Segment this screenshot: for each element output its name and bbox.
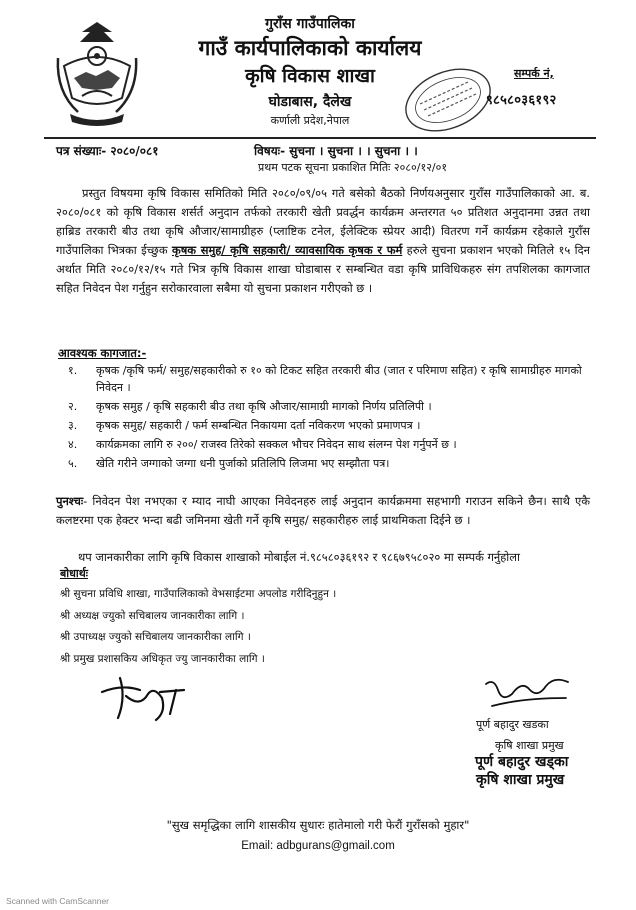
item-text: कृषक समुह / कृषि सहकारी बीउ तथा कृषि औजार/सामाग्री मागको निर्णय प्रतिलिपी ।	[96, 400, 432, 413]
item-number: ५.	[68, 457, 78, 470]
note-text: - निवेदन पेश नभएका र म्याद नाघी आएका निवेदनहरु लाई अनुदान कार्यक्रममा सहभागी गराउन सकिने छैन। साथै एकै कलष्टरमा एक हेक्टर भन्दा बढी जमिनमा खेती गर्ने कृषि समुह/ सहकारीहरु लाई प्राथमिकता दिईने छ ।	[56, 494, 590, 527]
signature-right	[482, 668, 574, 712]
list-item	[58, 362, 588, 396]
contact-paragraph: थप जानकारीका लागि कृषि विकास शाखाको मोबाईल नं.९८५८०३६१९२ र ९८६७९५८०२० मा सम्पर्क गर्नुहोला	[78, 550, 520, 564]
footer-motto: "सुख समृद्धिका लागि शासकीय सुधारः हातेमालो गरी फेरौं गुराँसको मुहार"	[166, 818, 470, 832]
list-item	[58, 455, 588, 472]
signer-name: पूर्ण बहादुर खडका	[476, 718, 549, 731]
postscript-note	[56, 492, 590, 529]
list-item	[58, 398, 588, 415]
contact-label: सम्पर्क नं,	[514, 67, 554, 80]
office-name: गाउँ कार्यपालिकाको कार्यालय	[198, 36, 422, 60]
title-stamp: कृषि शाखा प्रमुख	[476, 772, 565, 788]
municipality-name: गुराँस गाउँपालिका	[265, 16, 355, 32]
branch-name: कृषि विकास शाखा	[245, 65, 375, 87]
item-number: ४.	[68, 438, 78, 451]
list-item: श्री प्रमुख प्रशासकिय अधिकृत ज्यु जानकारीका लागि ।	[60, 652, 265, 665]
name-stamp: पूर्ण बहादुर खड्का	[475, 754, 569, 770]
reference-number: पत्र संख्याः- २०८०/०८१	[56, 144, 159, 158]
requirements-title: आवश्यक कागजात:-	[58, 346, 147, 360]
body-text-end: हरुले सुचना प्रकाशन भएको मितिले १५ दिन अर्थात मिति २०८०/१२/१५ गते भित्र कृषि विकास शाखा घोडाबास र सम्बन्धित वडा कृषि प्राविधिकहरु संग तपशिलका कागजात सहित निवेदन पेश गर्नुहुन सरोकारवाला सबैमा यो सुचना प्रकाशन गरीएको छ ।	[56, 243, 590, 295]
signature-left	[96, 668, 196, 728]
note-label: पुनश्चः	[56, 494, 84, 508]
publication-date: प्रथम पटक सूचना प्रकाशित मितिः २०८०/१२/०१	[258, 161, 448, 174]
item-number: १.	[68, 364, 78, 377]
signer-title: कृषि शाखा प्रमुख	[495, 739, 564, 752]
province: कर्णाली प्रदेश,नेपाल	[270, 114, 350, 127]
item-number: ३.	[68, 419, 78, 432]
cc-title: बोधार्थः	[60, 567, 88, 580]
body-text-start: प्रस्तुत विषयमा कृषि विकास समितिको मिति २०८०/०९/०५ गते बसेको बैठको निर्णयअनुसार गुराँस गाउँपालिकाको आ. ब. २०८०/०८१ को कृषि विकास शर्सर्त अनुदान तर्फको तरकारी खेती प्रवर्द्धन कार्यक्रम अन्तरगत ५० प्रतिशत अनुदानमा उन्नत तथा हाब्रिड तरकारी बीउ तथा कृषि औजार/सामाग्रीहरु (प्लाष्टिक टनेल, ईलेक्टिक स्प्रेयर आदी) वितरण गर्ने कार्यक्रम रहेकाले गुराँस गाउँपालिका भित्रका ईच्छुक	[56, 186, 590, 257]
nepal-emblem-icon	[52, 18, 142, 128]
notice-body	[56, 184, 590, 298]
list-item: श्री सुचना प्रविधि शाखा, गाउँपालिकाको वेभसाईटमा अपलोड गरीदिनुहुन ।	[60, 588, 337, 600]
item-number: २.	[68, 400, 78, 413]
eligible-applicants: कृषक समुह/ कृषि सहकारी/ व्यावसायिक कृषक र फर्म	[171, 243, 403, 257]
notice-subject: विषयः- सुचना । सुचना । । सुचना । ।	[254, 144, 418, 158]
list-item: श्री अध्यक्ष ज्युको सचिबालय जानकारीका लागि ।	[60, 609, 245, 622]
contact-phone: ९८५८०३६१९२	[486, 93, 557, 108]
item-text: कृषक समुह/ सहकारी / फर्म सम्बन्धित निकायमा दर्ता नविकरण भएको प्रमाणपत्र ।	[96, 419, 421, 432]
header-divider	[44, 137, 596, 139]
item-text: कार्यक्रमका लागि रु २००/ राजस्व तिरेको सक्कल भौचर निवेदन साथ संलग्न पेश गर्नुपर्ने छ ।	[96, 438, 457, 451]
scanner-watermark: Scanned with CamScanner	[6, 896, 110, 906]
list-item	[58, 417, 588, 434]
list-item: श्री उपाध्यक्ष ज्युको सचिबालय जानकारीका लागि ।	[60, 631, 251, 643]
office-seal-icon	[384, 66, 502, 132]
requirements-list	[58, 362, 588, 474]
cc-list	[60, 584, 480, 670]
office-location: घोडाबास, दैलेख	[268, 94, 352, 110]
footer-email: Email: adbgurans@gmail.com	[241, 840, 395, 852]
list-item	[58, 436, 588, 453]
item-text: खेति गरीने जग्गाको जग्गा धनी पुर्जाको प्रतिलिपि लिजमा भए सम्झौता पत्र।	[96, 457, 390, 470]
item-text: कृषक /कृषि फर्म/ समुह/सहकारीको रु १० को टिकट सहित तरकारी बीउ (जात र परिमाण सहित) र कृषि सामाग्रीहरु मागको निवेदन ।	[96, 364, 582, 394]
